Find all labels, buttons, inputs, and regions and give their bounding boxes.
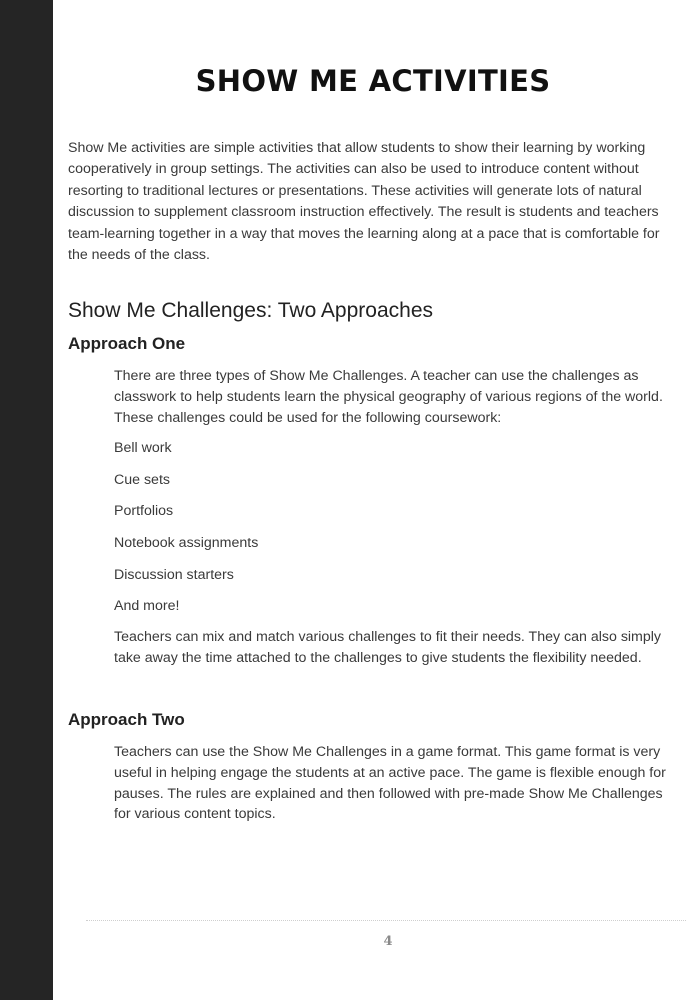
approach-two-heading: Approach Two [68, 710, 185, 729]
coursework-item-notebook-assignments: Notebook assignments [114, 535, 259, 551]
section-heading: Show Me Challenges: Two Approaches [68, 299, 433, 322]
approach-one-heading: Approach One [68, 334, 186, 353]
approach-one-closing: Teachers can mix and match various challenges to fit their needs. They can also simply take away the time attached to the challenges to give students the flexibility needed. [114, 629, 662, 666]
footer-divider [86, 920, 686, 921]
coursework-item-and-more: And more! [114, 598, 180, 614]
page-number: 4 [383, 934, 393, 949]
intro-paragraph: Show Me activities are simple activities that allow students to show their learning by working cooperatively in group settings. The activities can also be used to introduce content without resorting to traditional lectures or presentations. These activities will generate lots of natural discussion to supplement classroom instruction effectively. The result is students and teachers team-learning together in a way that moves the learning along at a pace that is comfortable for the needs of the class. [68, 140, 660, 264]
coursework-item-cue-sets: Cue sets [114, 472, 170, 488]
page-content [68, 0, 678, 1000]
approach-one-paragraph: There are three types of Show Me Challenges. A teacher can use the challenges as classwork to help students learn the physical geography of various regions of the world. These challenges could be used for the following coursework: [114, 368, 663, 426]
left-margin-bar [0, 0, 53, 1000]
coursework-item-portfolios: Portfolios [114, 503, 174, 519]
coursework-item-bell-work: Bell work [114, 440, 172, 456]
approach-two-paragraph: Teachers can use the Show Me Challenges in a game format. This game format is very useful in helping engage the students at an active pace. The game is flexible enough for pauses. The rules are explained and then followed with pre-made Show Me Challenges for various content topics. [114, 744, 666, 823]
coursework-item-discussion-starters: Discussion starters [114, 567, 234, 583]
page-title: SHOW ME ACTIVITIES [195, 64, 551, 98]
